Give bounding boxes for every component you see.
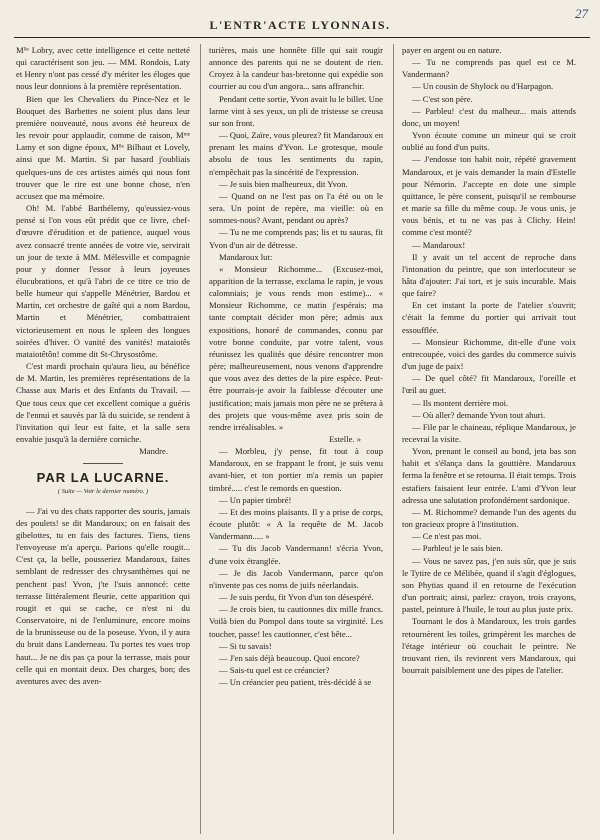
paragraph: — Mandaroux! [412, 239, 466, 250]
paragraph: Il y avait un tel accent de reproche dans l'intonation du peintre, que son interlocuteur se hâta d'ajouter: J'ai tort, et je suis incurable. Mais que faire? [402, 251, 576, 299]
paragraph: Yvon, prenant le conseil au bond, jeta bas son habit et s'élança dans la gouttière. Mandaroux ferma la fenêtre et se retourna. Il était temps. Trois estafiers faisaient leur entrée. L'ami d'Yvon leur adressa une salutation profondément sardonique. [402, 446, 576, 505]
paragraph: — Je dis Jacob Vandermann, parce qu'on n'invente pas ces noms de juifs néerlandais. [209, 567, 383, 590]
paragraph: Mandaroux lut: [219, 251, 273, 262]
paragraph: Oh! M. l'abbé Barthélemy, qu'eussiez-vous pensé si l'on vous eût prédit que ce livre, chef-d'œuvre d'érudition et de patience, auquel vous avez consacré trente années de votre vie, servirait un jour de texte à MM. Mélesville et compagnie pour y donner l'essor à leurs joyeuses élucubrations, et qu'à l'abri de ce titre ce trio de belle humeur qui s'appelle Ménétrier, Bardou et Martin, cet orchestre de gaîté qui a nom Bardou, Martin et Ménétrier, combattraient victorieusement en nous le spleen des longues soirées d'hiver. O vanité des vanités! mataiotês mataiotêtôn! comme dit St-Chrysostôme. [16, 203, 190, 359]
masthead-title: L'ENTR'ACTE LYONNAIS. [209, 18, 391, 32]
paragraph: — Tu ne me comprends pas; lis et tu sauras, fit Yvon d'un air de détresse. [209, 227, 383, 250]
paragraph: — J'endosse ton habit noir, répété gravement Mandaroux, et je vais demander la main d'Estelle pour Némorin. J'accepte en dote une simple quittance, le père consent, puisqu'il se rembourse et marie sa fille du même coup. Je vous unis, je vous bénis, et tu ne vas pas à Clichy. Hein! comme c'est monté? [402, 154, 576, 238]
paragraph: — Parbleu! c'est du malheur... mais attends donc, un moyen! [402, 105, 576, 128]
paragraph: — Monsieur Richomme, dit-elle d'une voix entrecoupée, voici des gardes du commerce suivis d'un juge de paix! [402, 336, 576, 372]
paragraph: « Monsieur Richomme... (Excusez-moi, apparition de la terrasse, exclama le rapin, je vous calomniais; je vous rends mon estime)... « Monsieur Richomme, ce matin j'espérais; ma tante comptait décider mon père; admis aux expositions, honoré de commandes, connu par votre bonne conduite, par votre talent, vous réunissez les qualités que désire rencontrer mon père; malheureusement, nous venons d'apprendre que vous avez des dettes de la pire espèce. Peut-être pourrais-je avoir la faiblesse d'écouter une justification; mais jamais mon père ne se prêtera à des projets que vous-même avez pris soin de rendre irréalisables. » [209, 263, 383, 432]
paragraph: — De quel côté? fit Mandaroux, l'oreille et l'œil au guet. [402, 373, 576, 396]
paragraph: — Un papier timbré! [219, 494, 292, 505]
paragraph: — Tu ne comprends pas quel est ce M. Vandermann? [402, 57, 576, 80]
paragraph: En cet instant la porte de l'atelier s'ouvrit; c'était la femme du portier qui arrivait tout essoufflée. [402, 300, 576, 335]
paragraph: — Tu dis Jacob Vandermann! s'écria Yvon, d'une voix étranglée. [209, 543, 383, 566]
paragraph: — Et des moins plaisants. Il y a prise de corps, écoute plutôt: « A la requête de M. Jacob Vandermann..... » [209, 506, 383, 542]
paragraph: Pendant cette sortie, Yvon avait lu le billet. Une larme vint à ses yeux, un pli de tristesse se creusa sur son front. [209, 93, 383, 128]
paragraph: Yvon écoute comme un mineur qui se croit oublié au fond d'un puits. [402, 130, 576, 153]
page-number: 27 [575, 6, 588, 21]
paragraph: — Un cousin de Shylock ou d'Harpagon. [412, 81, 554, 92]
paragraph: — File par le chaineau, réplique Mandaroux, je recevrai la visite. [402, 421, 576, 444]
column-divider [200, 44, 201, 834]
paragraph: — Je suis bien malheureux, dit Yvon. [219, 178, 348, 189]
section-divider [83, 463, 123, 464]
paragraph: turières, mais une honnête fille qui sait rougir annonce des parents qui ne se doutent de rien. Croyez à la candeur bas-bretonne qui expédie son courrier au cou d'un angora... sans affranchir. [209, 45, 383, 92]
paragraph: — M. Richomme? demande l'un des agents du ton gracieux propre à l'institution. [402, 506, 576, 530]
section-heading: PAR LA LUCARNE. [36, 470, 170, 486]
column-divider [393, 44, 394, 834]
author-signature: Mandre. [139, 446, 168, 457]
paragraph: — Un créancier peu patient, très-décidé à se [219, 677, 372, 688]
paragraph: — C'est son père. [412, 93, 473, 104]
paragraph: — Ils montent derrière moi. [412, 397, 509, 408]
section-subtitle: ( Suite — Voir le dernier numéro. ) [57, 488, 149, 496]
paragraph: payer en argent ou en nature. [402, 45, 502, 55]
paragraph: — Sais-tu quel est ce créancier? [219, 664, 330, 675]
paragraph: — J'ai vu des chats rapporter des souris, jamais des poulets! se dit Mandaroux; on en faisait des gibelottes, tu en fais des factures. Tiens, tiens l'envoyeuse m'a aperçu. Parions qu'elle rougit... C'est ça, la belle, pousseriez Mandaroux, faites semblant de redresser des chrysanthèmes qui ne penchent pas! Yvon, j'te l'suis annoncé: cette terrasse littéralement fleurie, cette apparition qui rougit et qui se cache, ce n'est ni du Conservatoire, ni de l'enluminure, encore moins de la brunisseuse ou de la poseuse. Yvon, il y aura du bruit dans Landerneau. Tu portes tes vues trop haut... Je ne dis pas ça pour la terrasse, mais pour celle qui en montait deux. Des charges, bon; des aventures avec des aven- [16, 505, 190, 686]
paragraph: — Où aller? demande Yvon tout ahuri. [412, 409, 546, 420]
paragraph: — Je crois bien, tu cautionnes dix mille francs. Voilà bien du Pompol dans toute sa virginité. Les toucher, passe! les cautionner, c'est bête... [209, 604, 383, 639]
paragraph: — Quoi, Zaïre, vous pleurez? fit Mandaroux en prenant les mains d'Yvon. Le grotesque, moule absolu de tous les sentiments du rapin, n'empêchait pas la sincérité de l'expression. [209, 130, 383, 177]
column-3 [402, 44, 576, 834]
paragraph: C'est mardi prochain qu'aura lieu, au bénéfice de M. Martin, les premières représentations de la Chasse aux Maris et des Enfants du Travail. — Que tous ceux que cet excellent comique a guéris de l'ennui et sauvés par là du suicide, se rendent à l'invitation qui leur est faite, et la salle sera envahie jusqu'à la dernière corniche. [16, 361, 190, 444]
column-2 [209, 44, 383, 834]
paragraph: — Ce n'est pas moi. [412, 531, 482, 542]
column-1 [16, 44, 190, 834]
paragraph: — Vous ne savez pas, j'en suis sûr, que je suis le Tytire de ce Mélibée, quand il s'agit d'églogues, son Phytias quand il en retourne de l'exécution d'un portrait; ainsi, parlez: crayon, trois crayons, pastel, peinture à l'huile, le tout au plus juste prix. [402, 555, 576, 615]
letter-signature: Estelle. » [329, 434, 361, 444]
paragraph: Mˡˡᵉ Lobry, avec cette intelligence et cette netteté qui caractérisent son jeu. — MM. Rondois, Laty et Henry n'ont pas cessé d'y mériter les éloges que nous leur donnions à la première représentation. [16, 45, 190, 92]
paragraph: — J'en sais déjà beaucoup. Quoi encore? [219, 652, 360, 663]
header-rule [14, 37, 590, 38]
paragraph: — Je suis perdu, fit Yvon d'un ton désespéré. [219, 592, 374, 603]
paragraph: — Morbleu, j'y pense, fit tout à coup Mandaroux, en se frappant le front, je suis venu avant-hier, et ton portier m'a remis un papier timbré..... c'est le remords en question. [209, 446, 383, 493]
paragraph: Tournant le dos à Mandaroux, les trois gardes retournèrent les toiles, grimpèrent les marches de l'étage intérieur où couchait le peintre. Ne trouvant rien, ils revinrent vers Mandaroux, qui bourrait paisiblement une des pipes de l'atelier. [402, 616, 576, 675]
paragraph: — Si tu savais! [219, 640, 272, 651]
paragraph: — Parbleu! je le sais bien. [412, 543, 503, 554]
paragraph: Bien que les Chevaliers du Pince-Nez et le Bouquet des Barbettes ne soient plus dans leur première nouveauté, nous avons été heureux de les revoir pour applaudir, comme de raison, Mᵐᵉ Lamy et son digne époux, Mˡˡᵉ Bilhaut et Lovely, ainsi que M. Martin. Si par hasard j'oubliais quelques-uns de ces artistes aimés qui nous font trouver que le rire est une bonne chose, n'en accusez que ma mémoire. [16, 93, 190, 201]
paragraph: — Quand on ne l'est pas on l'a été ou on le sera. Un point de repère, ma vieille: où en sommes-nous? Avant, pendant ou après? [209, 190, 383, 226]
